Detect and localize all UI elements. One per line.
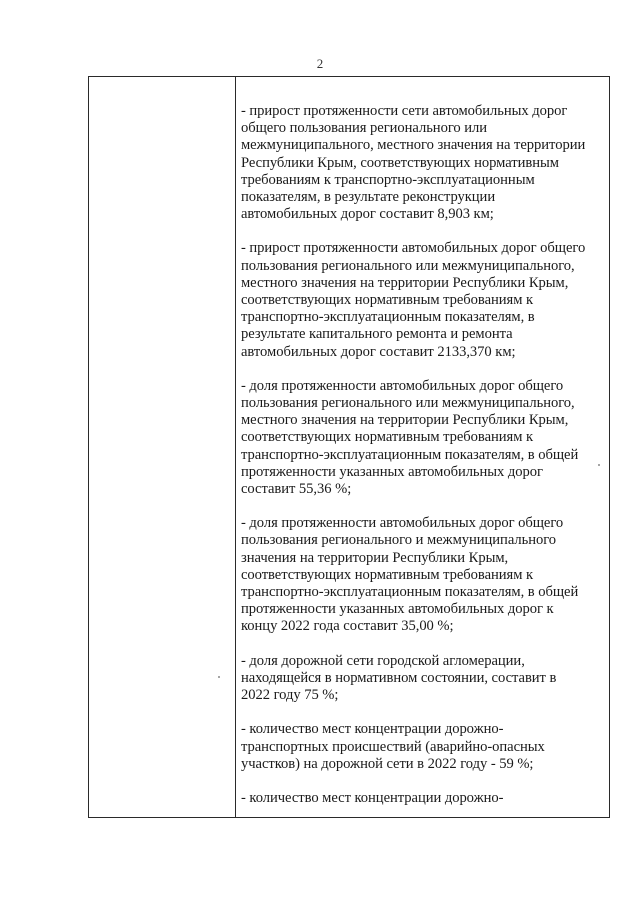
indicator-share-all-roads: - доля протяженности автомобильных дорог общего пользования регионального или межмуниципального, местного значения на территории Республики Крым, соответствующих нормативным требованиям к транспортно-эксплуатационным показателям, в общей протяженности указанных автомобильных дорог составит 55,36 %; — [241, 377, 579, 498]
scan-speck — [598, 464, 600, 466]
table-left-cell — [89, 77, 235, 817]
table-column-divider — [235, 77, 236, 817]
indicator-accident-locations: - количество мест концентрации дорожно- транспортных происшествий (аварийно-опасных участков) на дорожной сети в 2022 году - 59 %; — [241, 721, 545, 772]
document-table — [88, 76, 610, 818]
table-right-cell — [241, 103, 605, 824]
indicator-agglomeration-share: - доля дорожной сети городской агломерации, находящейся в нормативном состоянии, составит в 2022 году 75 %; — [241, 652, 557, 704]
scan-speck — [218, 676, 220, 678]
indicator-share-regional-roads: - доля протяженности автомобильных дорог общего пользования регионального и межмуниципального значения на территории Республики Крым, соответствующих нормативным требованиям к транспортно-эксплуатационным показателям, в общей протяженности указанных автомобильных дорог к концу 2022 года составит 35,00 %; — [241, 515, 579, 635]
indicator-accident-locations-continued: - количество мест концентрации дорожно- — [241, 789, 504, 806]
indicator-repair-growth: - прирост протяженности автомобильных дорог общего пользования регионального или межмуниципального, местного значения на территории Республики Крым, соответствующих нормативным требованиям к транспортно-эксплуатационным показателям, в результате капитального ремонта и ремонта автомобильных дорог составит 2133,370 км; — [241, 240, 586, 360]
indicator-reconstruction-growth: - прирост протяженности сети автомобильных дорог общего пользования регионального или межмуниципального, местного значения на территории Республики Крым, соответствующих нормативным требованиям к транспортно-эксплуатационным показателям, в результате реконструкции автомобильных дорог составит 8,903 км; — [241, 103, 586, 223]
page-number: 2 — [316, 56, 324, 71]
